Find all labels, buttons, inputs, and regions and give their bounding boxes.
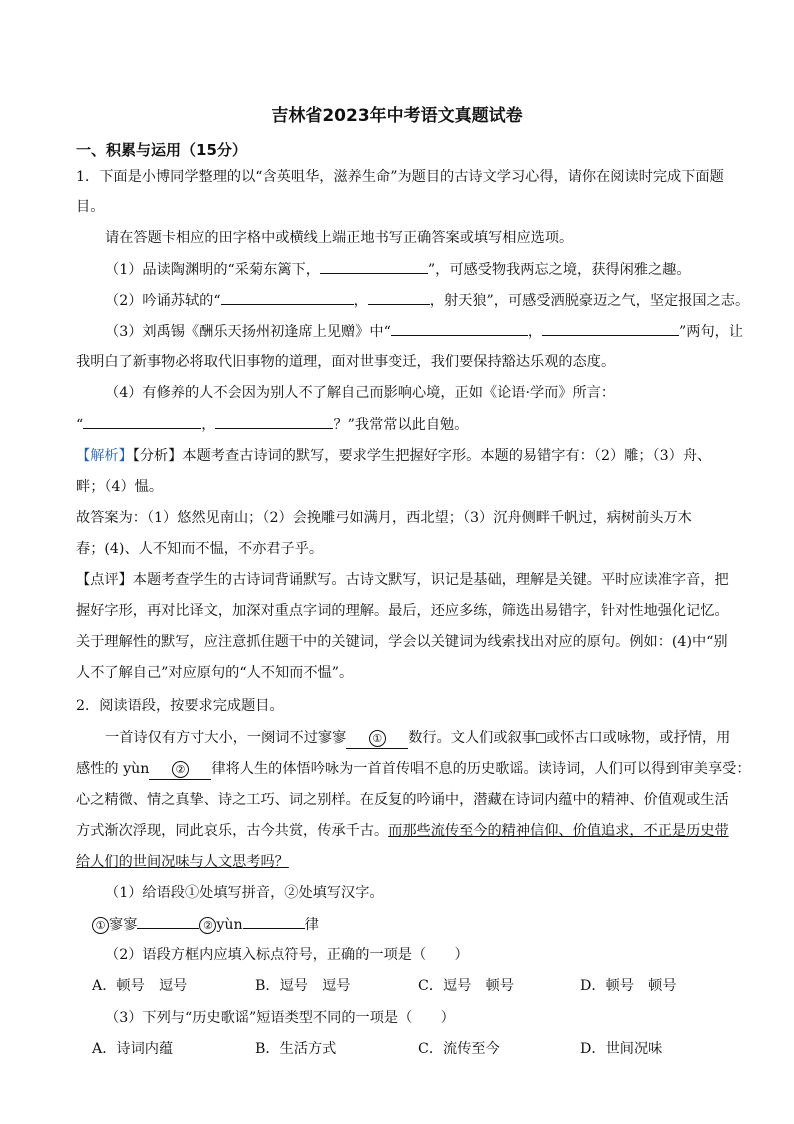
q1-part1 <box>105 259 691 280</box>
analysis-text: 【分析】本题考查古诗词的默写，要求学生把握好字形。本题的易错字有：（2）雕；（3）舟、 <box>132 448 712 464</box>
q1-part3 <box>105 321 743 342</box>
q2-sub3: （3）下列与“历史歌谣”短语类型不同的一项是（ ） <box>105 1010 455 1026</box>
sub1-word: 寥寥 <box>109 917 138 933</box>
q2-passage-line <box>105 728 730 749</box>
q1-part4: （4）有修养的人不会因为别人不了解自己而影响心境，正如《论语·学而》所言： <box>105 385 616 401</box>
sub1-pinyin: yùn <box>216 917 243 933</box>
answer-blank[interactable] <box>542 321 679 336</box>
q1-part4-text: “ <box>76 417 84 433</box>
q1-part4-cont <box>76 414 468 435</box>
marker-2: ② <box>172 761 189 778</box>
q1-part4-text: ？”我常常以此自勉。 <box>333 417 469 433</box>
passage-text: 数行。文人们或叙事 <box>408 730 536 746</box>
blank-1[interactable] <box>346 728 408 749</box>
answer-blank[interactable] <box>137 914 199 929</box>
passage-text: 方式渐次浮现，同此哀乐，古今共赏，传承千古。 <box>76 823 389 839</box>
q1-part3-text: ， <box>527 324 543 340</box>
sub1-word: 律 <box>304 917 319 933</box>
q1-part2-text: （2）吟诵苏轼的“ <box>105 293 221 309</box>
option-c[interactable]: C．流传至今 <box>418 1041 500 1057</box>
q1-part1-text: （1）品读陶渊明的“采菊东篱下， <box>105 262 320 278</box>
q1-part3-text: ”两句，让 <box>679 324 744 340</box>
q2-passage-line <box>76 852 289 872</box>
underlined-sentence: 给人们的世间况味与人文思考吗？ <box>76 854 289 870</box>
q1-comment: 人不了解自己”对应原句的“人不知而不愠”。 <box>76 665 354 681</box>
passage-text: 感性的 yùn <box>76 761 150 777</box>
answer-blank[interactable] <box>368 290 430 305</box>
marker-2: ② <box>199 917 216 934</box>
marker-1: ① <box>369 730 386 747</box>
option-d[interactable]: D．世间况味 <box>580 1041 663 1057</box>
option-c[interactable]: C．逗号 顿号 <box>418 978 514 994</box>
answer-blank[interactable] <box>243 914 305 929</box>
q2-sub1: （1）给语段①处填写拼音，②处填写汉字。 <box>105 885 384 901</box>
option-a[interactable]: A．诗词内蕴 <box>92 1041 174 1057</box>
answer-blank[interactable] <box>391 321 528 336</box>
answer-blank[interactable] <box>221 290 354 305</box>
q2-sub2: （2）语段方框内应填入标点符号，正确的一项是（ ） <box>105 947 469 963</box>
punctuation-box[interactable] <box>536 733 546 743</box>
q1-comment: 【点评】本题考查学生的古诗词背诵默写。古诗文默写，识记是基础，理解是关键。平时应读准字音，把 <box>76 572 729 588</box>
passage-text: 或怀古口或咏物，或抒情，用 <box>545 730 731 746</box>
q1-answer: 故答案为：（1）悠然见南山；（2）会挽雕弓如满月，西北望；（3）沉舟侧畔千帆过，病树前头万木 <box>76 510 692 526</box>
option-a[interactable]: A．顿号 逗号 <box>92 978 188 994</box>
option-b[interactable]: B．逗号 逗号 <box>255 978 351 994</box>
analysis-tag: 【解析】 <box>76 448 133 464</box>
q1-comment: 握好字形，再对比译文，加深对重点字词的理解。最后，还应多练，筛选出易错字，针对性地强化记忆。 <box>76 603 729 619</box>
section-heading: 一、积累与运用（15分） <box>76 141 247 159</box>
q2-passage-line <box>76 821 729 841</box>
q1-part1-text: ”，可感受物我两忘之境，获得闲雅之趣。 <box>427 262 691 278</box>
q1-part2-text: ， <box>353 293 368 309</box>
q1-part3-text: （3）刘禹锡《酬乐天扬州初逢席上见赠》中“ <box>105 324 391 340</box>
passage-text: 一首诗仅有方寸大小，一阕词不过寥寥 <box>105 730 347 746</box>
q1-instruction: 请在答题卡相应的田字格中或横线上端正地书写正确答案或填写相应选项。 <box>105 230 574 246</box>
q1-part4-text: ， <box>201 417 216 433</box>
answer-blank[interactable] <box>83 414 201 429</box>
q1-answer-cont: 春；(4)、人不知而不愠，不亦君子乎。 <box>76 541 324 557</box>
answer-blank[interactable] <box>215 414 333 429</box>
q1-part2 <box>105 290 749 311</box>
q1-analysis-cont: 畔；（4）愠。 <box>76 479 164 495</box>
q1-part2-text: ，射天狼”，可感受洒脱豪迈之气，坚定报国之志。 <box>429 293 750 309</box>
marker-1: ① <box>92 917 109 934</box>
blank-2[interactable] <box>149 759 211 780</box>
option-b[interactable]: B．生活方式 <box>255 1041 337 1057</box>
q2-intro: 2．阅读语段，按要求完成题目。 <box>76 698 284 714</box>
passage-text: 律将人生的体悟吟咏为一首首传唱不息的历史歌谣。读诗词，人们可以得到审美享受： <box>211 761 751 777</box>
q2-passage-line: 心之精微、情之真挚、诗之工巧、词之别样。在反复的吟诵中，潜藏在诗词内蕴中的精神、价值观或生活 <box>76 792 729 808</box>
q2-passage-line <box>76 759 751 780</box>
q1-analysis <box>76 446 711 466</box>
q1-comment: 关于理解性的默写，应注意抓住题干中的关键词，学会以关键词为线索找出对应的原句。例如：(4)中“别 <box>76 634 728 650</box>
q2-sub1-blanks <box>92 914 319 935</box>
option-d[interactable]: D．顿号 顿号 <box>580 978 677 994</box>
page-title: 吉林省2023年中考语文真题试卷 <box>271 106 523 126</box>
q1-part3-cont: 我明白了新事物必将取代旧事物的道理，面对世事变迁，我们要保持豁达乐观的态度。 <box>76 354 616 370</box>
underlined-sentence: 而那些流传至今的精神信仰、价值追求，不正是历史带 <box>388 823 729 839</box>
q1-intro: 1．下面是小博同学整理的以“含英咀华，滋养生命”为题目的古诗文学习心得，请你在阅读时完成下面题 <box>76 169 724 185</box>
q1-intro-cont: 目。 <box>76 199 105 215</box>
answer-blank[interactable] <box>320 259 428 274</box>
